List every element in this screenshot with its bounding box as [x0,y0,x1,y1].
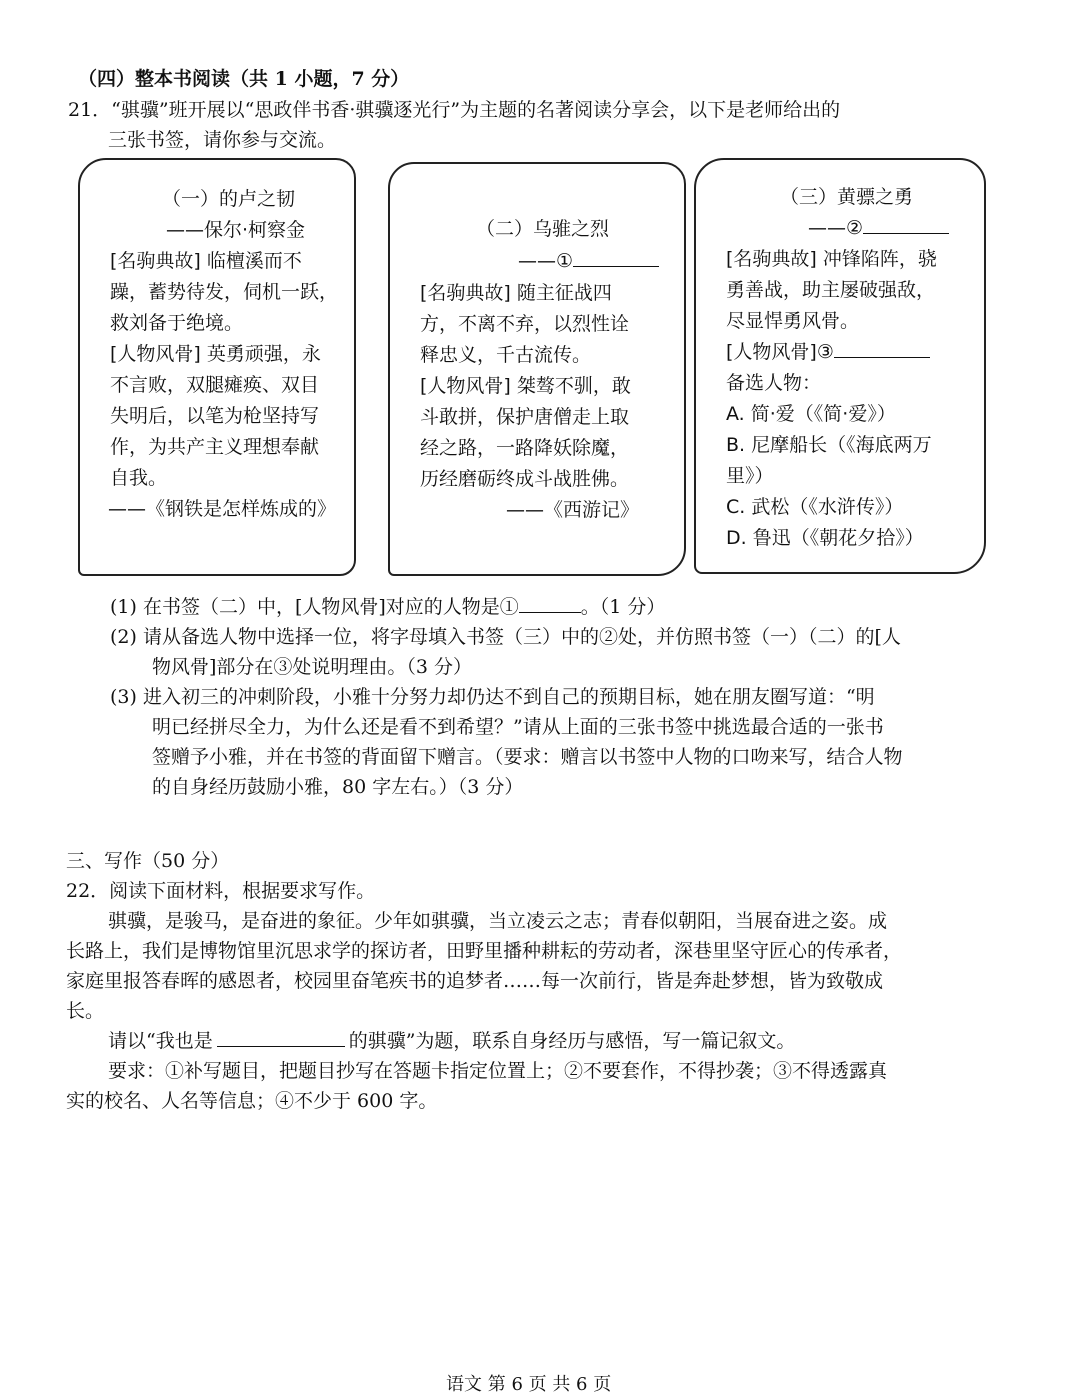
answer-blank[interactable] [519,592,581,613]
card3-line: [名驹典故] 冲锋陷阵，骁 [726,248,937,270]
card3-option: D. 鲁迅（《朝花夕拾》） [726,527,924,549]
question-21-line2: 三张书签，请你参与交流。 [108,129,337,151]
card1-line: [名驹典故] 临檀溪而不 [110,250,302,272]
card2-title: （二）乌骓之烈 [476,218,610,240]
card1-line: 作，为共产主义理想奉献 [110,436,320,458]
subquestion-3-line4: 的自身经历鼓励小雅，80 字左右。）（3 分） [152,776,524,798]
blank-line[interactable] [834,337,930,358]
blank-line[interactable] [863,213,949,234]
subquestion-1 [110,592,665,622]
question-21-line1: 21．“骐骥”班开展以“思政伴书香·骐骥逐光行”为主题的名著阅读分享会，以下是老师给出的 [68,99,841,121]
card1-line: 失明后，以笔为枪坚持写 [110,405,320,427]
bookmark-card-2 [388,162,686,576]
card3-line: 尽显悍勇风骨。 [726,310,860,332]
subquestion-3-line1: (3) 进入初三的冲刺阶段，小雅十分努力却仍达不到自己的预期目标，她在朋友圈写道：“明 [110,686,875,708]
writing-prompt-end: 的骐骥”为题，联系自身经历与感悟，写一篇记叙文。 [348,1030,796,1052]
material-line: 长路上，我们是博物馆里沉思求学的探访者，田野里播种耕耘的劳动者，深巷里坚守匠心的传承者， [66,940,903,962]
writing-heading: 三、写作（50 分） [66,850,230,872]
page-footer: 语文 第 6 页 共 6 页 [446,1374,612,1395]
card2-line: [人物风骨] 桀骜不驯，敢 [420,375,631,397]
card2-line: [名驹典故] 随主征战四 [420,282,612,304]
bookmark-card-3 [694,158,986,574]
card3-options-label: 备选人物： [726,372,822,394]
subquestion-1-end: 。（1 分） [580,596,666,618]
material-line: 家庭里报答春晖的感恩者，校园里奋笔疾书的追梦者……每一次前行，皆是奔赴梦想，皆为致敬成 [66,970,884,992]
card1-line: 自我。 [110,467,168,489]
card2-line: 释忠义，千古流传。 [420,344,592,366]
card2-line: 经之路，一路降妖除魔， [420,437,630,459]
card3-option: C. 武松（《水浒传》） [726,496,904,518]
card3-trait-label: [人物风骨]③ [726,341,834,363]
writing-prompt [108,1026,795,1056]
card2-source: ——《西游记》 [506,499,640,521]
question-22: 22．阅读下面材料，根据要求写作。 [66,880,376,902]
card1-title: （一）的卢之韧 [162,188,296,210]
material-line: 长。 [66,1000,105,1022]
writing-requirements-line1: 要求：①补写题目，把题目抄写在答题卡指定位置上；②不要套作，不得抄袭；③不得透露真 [108,1060,888,1082]
section-heading: （四）整本书阅读（共 1 小题，7 分） [78,68,410,90]
card3-option: B. 尼摩船长（《海底两万 [726,434,932,456]
blank-line[interactable] [573,246,659,267]
card1-line: 救刘备于绝境。 [110,312,244,334]
card3-option: A. 简·爱（《简·爱》） [726,403,896,425]
card3-blank [808,213,949,244]
subquestion-1-text: (1) 在书签（二）中，[人物风骨]对应的人物是① [110,596,519,618]
card1-line: 躁，蓄势待发，伺机一跃， [110,281,339,303]
subquestion-3-line2: 明已经拼尽全力，为什么还是看不到希望？”请从上面的三张书签中挑选最合适的一张书 [152,716,884,738]
material-line: 骐骥，是骏马，是奋进的象征。少年如骐骥，当立凌云之志；青春似朝阳，当展奋进之姿。成 [108,910,888,932]
card2-line: 方，不离不弃，以烈性诠 [420,313,630,335]
card2-line: 斗敢拼，保护唐僧走上取 [420,406,630,428]
card3-line: 勇善战，助主屡破强敌， [726,279,936,301]
card3-title: （三）黄骠之勇 [780,186,914,208]
card1-source: ——《钢铁是怎样炼成的》 [108,498,337,520]
subquestion-2-line1: (2) 请从备选人物中选择一位，将字母填入书签（三）中的②处，并仿照书签（一）（二）的[人 [110,626,901,648]
card3-option: 里》） [726,465,774,487]
title-blank[interactable] [217,1026,345,1047]
card3-trait [726,337,930,368]
subquestion-3-line3: 签赠予小雅，并在书签的背面留下赠言。（要求：赠言以书签中人物的口吻来写，结合人物 [152,746,903,768]
card2-blank [518,246,659,277]
card1-author: ——保尔·柯察金 [166,219,306,241]
writing-prompt-start: 请以“我也是 [108,1030,213,1052]
bookmark-card-1 [78,158,356,576]
card3-blank-label: ——② [808,217,864,239]
card2-line: 历经磨砺终成斗战胜佛。 [420,468,630,490]
card2-blank-label: ——① [518,250,574,272]
card1-line: [人物风骨] 英勇顽强，永 [110,343,321,365]
subquestion-2-line2: 物风骨]部分在③处说明理由。（3 分） [152,656,473,678]
writing-requirements-line2: 实的校名、人名等信息；④不少于 600 字。 [66,1090,438,1112]
card1-line: 不言败，双腿瘫痪、双目 [110,374,320,396]
